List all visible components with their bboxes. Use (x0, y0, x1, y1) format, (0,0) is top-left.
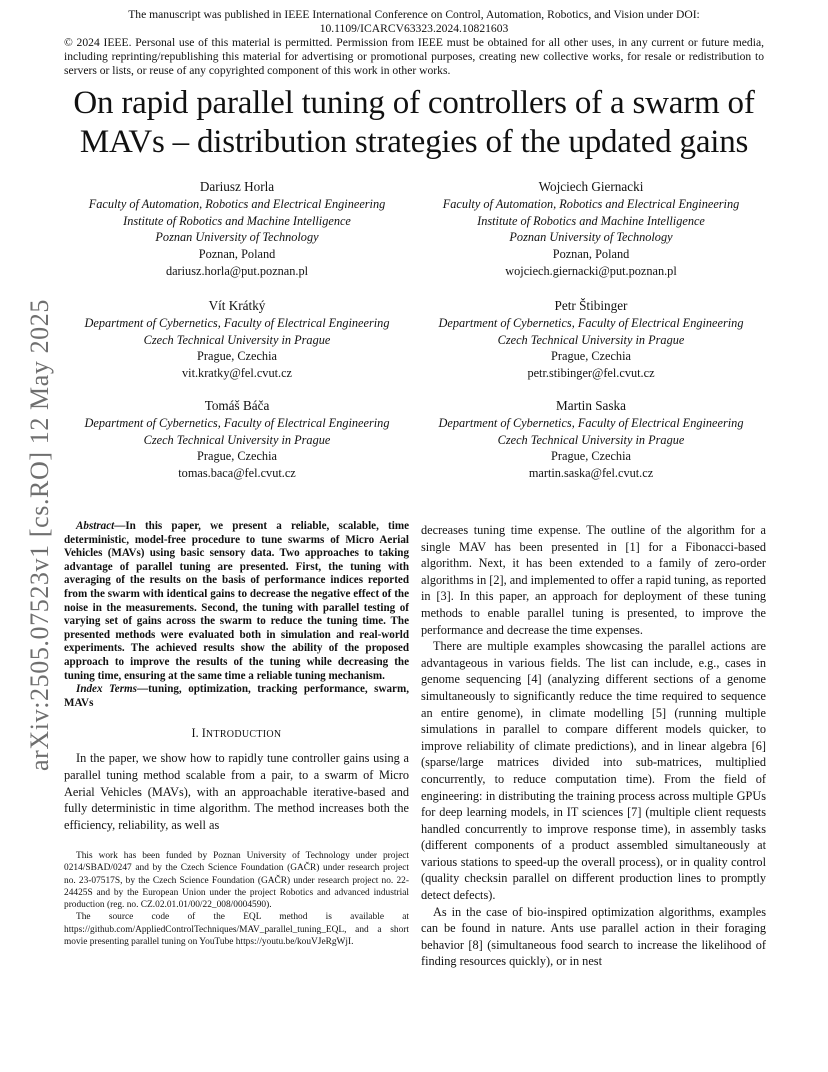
author-affiliation: Faculty of Automation, Robotics and Electrical Engineering (88, 196, 386, 211)
author-affiliation: Department of Cybernetics, Faculty of Electrical Engineering (438, 315, 744, 330)
abstract (64, 520, 409, 683)
author-location: Prague, Czechia (551, 349, 631, 364)
arxiv-stamp: arXiv:2505.07523v1 [cs.RO] 12 May 2025 (25, 299, 54, 771)
intro-paragraph: In the paper, we show how to rapidly tune controller gains using a parallel tuning method scalable from a pair, to a swarm of Micro Aerial Vehicles (MAVs), with an approachable iterative-based and fully deterministic in time algorithm. The method increases both the efficiency, reliability, as well as (64, 751, 409, 832)
author-name: Dariusz Horla (199, 179, 275, 194)
author-location: Prague, Czechia (197, 449, 277, 464)
section-heading-introduction: I. INTRODUCTION (191, 726, 282, 741)
author-affiliation: Czech Technical University in Prague (497, 432, 685, 447)
index-terms (64, 683, 409, 710)
author-card (414, 179, 768, 280)
author-location: Prague, Czechia (197, 349, 277, 364)
index-terms-text: —tuning, optimization, tracking performance, swarm, MAVs (64, 683, 409, 709)
author-affiliation: Department of Cybernetics, Faculty of Electrical Engineering (84, 315, 390, 330)
index-terms-label: Index Terms (76, 683, 137, 696)
body-paragraph: decreases tuning time expense. The outline of the algorithm for a single MAV has been presented in [1] for a Fibonacci-based algorithm. Next, it has been extended to a family of zero-order algorithms in [2], and implemented to offer a rapid tuning, as reported in [3]. In this paper, an approach for deployment of these tuning methods to enable parallel tuning is presented, to improve the performance and decrease the time expenses. (421, 523, 767, 637)
author-card (60, 398, 414, 482)
abstract-label: Abstract (76, 520, 115, 532)
author-name: Wojciech Giernacki (538, 179, 644, 194)
author-email: wojciech.giernacki@put.poznan.pl (505, 263, 677, 278)
abstract-text: —In this paper, we present a reliable, scalable, time deterministic, model-free procedure to tune swarms of Micro Aerial Vehicles (MAVs) using basic sensory data. Two approaches to taking advantage of parallel tuning are presented. First, the tuning with averaging of the results on the basis of performance indices reported from the swarm with identical gains to decrease the negative effect of the noise in the measurements. Second, the tuning with parallel testing of varying set of gains across the swarm to reduce the tuning time. The presented methods were evaluated both in simulation and real-world experiments. The achieved results show the ability of the proposed approach to improve the results of the tuning while decreasing the tuning time, ensuring at the same time a reliable tuning mechanism. (64, 520, 409, 682)
author-email: vit.kratky@fel.cvut.cz (182, 366, 292, 381)
author-location: Poznan, Poland (198, 247, 276, 262)
right-column (421, 522, 766, 970)
author-affiliation: Czech Technical University in Prague (497, 332, 685, 347)
author-name: Vít Krátký (208, 298, 266, 313)
author-name: Tomáš Báča (204, 398, 270, 413)
publication-notice: The manuscript was published in IEEE International Conference on Control, Automation, Robotics, and Vision under DOI: 10.1109/ICARCV63323.2024.10821603 (128, 8, 700, 35)
author-card (414, 298, 768, 382)
author-location: Prague, Czechia (551, 449, 631, 464)
footnotes (64, 850, 409, 948)
author-affiliation: Institute of Robotics and Machine Intelligence (123, 213, 351, 228)
author-email: tomas.baca@fel.cvut.cz (178, 466, 296, 481)
copyright-notice: © 2024 IEEE. Personal use of this material is permitted. Permission from IEEE must be obtained for all other uses, in any current or future media, including reprinting/republishing this material for advertising or promotional purposes, creating new collective works, for resale or redistribution to servers or lists, or reuse of any copyrighted component of this work in other works. (64, 36, 764, 77)
author-affiliation: Poznan University of Technology (509, 230, 673, 245)
body-paragraph: As in the case of bio-inspired optimization algorithms, examples can be found in nature. Ants use parallel action in their foraging behavior [8] (simultaneous food search to increase the likelihood of finding resources quickly), or in nest (421, 904, 766, 969)
author-affiliation: Czech Technical University in Prague (143, 432, 331, 447)
author-email: petr.stibinger@fel.cvut.cz (527, 366, 655, 381)
author-location: Poznan, Poland (552, 247, 630, 262)
author-name: Martin Saska (556, 398, 626, 413)
author-name: Petr Štibinger (554, 298, 628, 313)
author-affiliation: Poznan University of Technology (155, 230, 319, 245)
author-card (60, 298, 414, 382)
body-paragraph: There are multiple examples showcasing the parallel actions are advantageous in various fields. The list can include, e.g., cases in genome sequencing [4] (analyzing different sections of a genome simultaneously to significantly reduce the time required to sequence an entire genome), in climate modelling [5] (running multiple simulations in parallel to compare different models quicker, to improve reliability of climate predictions), and in linear algebra [6] (sparse/large matrices divided into sub-matrices, multiplied concurrently, to reduce computation time). From the field of engineering: in distributing the training process across multiple GPUs for deep learning models, in IT sciences [7] (multiple client requests handled concurrently to improve response time), in assembly tasks (different components of a product assembled simultaneously at various stations to speed-up the overall process), or in quality control (quality checksin parallel on different production lines to promptly detect defects). (421, 639, 766, 903)
author-affiliation: Department of Cybernetics, Faculty of Electrical Engineering (438, 415, 744, 430)
left-column (64, 520, 409, 833)
author-card (60, 179, 414, 280)
author-affiliation: Czech Technical University in Prague (143, 332, 331, 347)
author-affiliation: Institute of Robotics and Machine Intelligence (477, 213, 705, 228)
author-affiliation: Faculty of Automation, Robotics and Electrical Engineering (442, 196, 740, 211)
author-email: martin.saska@fel.cvut.cz (528, 466, 654, 481)
author-card (414, 398, 768, 482)
source-code-footnote: The source code of the EQL method is available at https://github.com/AppliedControlTechniques/MAV_parallel_tuning_EQL, and a short movie presenting parallel tuning on YouTube https://youtu.be/kouVJeRgWjI. (64, 912, 409, 948)
author-email: dariusz.horla@put.poznan.pl (165, 263, 309, 278)
funding-footnote: This work has been funded by Poznan University of Technology under project 0214/SBAD/0247 and by the Czech Science Foundation (GAČR) under research project no. 23-07517S, by the Czech Science Foundation (GAČR) under research project no. 22-24425S and by the European Union under the project Robotics and advanced industrial production (reg. no. CZ.02.01.01/00/22_008/0004590). (64, 851, 409, 911)
author-affiliation: Department of Cybernetics, Faculty of Electrical Engineering (84, 415, 390, 430)
paper-title: On rapid parallel tuning of controllers of a swarm of MAVs – distribution strategies of the updated gains (73, 85, 755, 160)
